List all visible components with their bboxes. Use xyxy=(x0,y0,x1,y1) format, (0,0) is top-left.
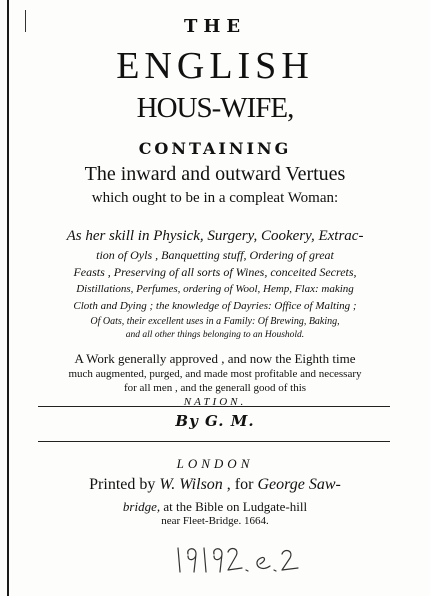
work-line-1: A Work generally approved , and now the Eighth time xyxy=(74,351,356,366)
skills-line-1: As her skill in Physick, Surgery, Cookery, Extrac- xyxy=(66,228,364,244)
skills-line-5: Cloth and Dying ; the knowledge of Dayries: Office of Malting ; xyxy=(73,300,357,312)
title-the: THE xyxy=(183,16,247,37)
rule-below-byline xyxy=(38,441,390,442)
byline: By G. M. xyxy=(175,412,255,430)
subtitle-vertues: The inward and outward Vertues xyxy=(84,163,346,185)
imprint-city: LONDON xyxy=(176,456,254,471)
imprint-bookseller: George Saw- xyxy=(257,476,341,493)
work-line-2: much augmented, purged, and made most profitable and necessary xyxy=(68,368,362,380)
title-houswife: HOUS-WIFE, xyxy=(136,92,294,124)
imprint-printed-by: Printed by xyxy=(89,476,156,493)
skills-line-3: Feasts , Preserving of all sorts of Wines, conceited Secrets, xyxy=(73,265,357,279)
handwritten-shelfmark xyxy=(172,542,322,578)
skills-line-7: and all other things belonging to an Houshold. xyxy=(125,330,305,340)
imprint-address: at the Bible on Ludgate-hill xyxy=(163,499,308,514)
subtitle-compleat-woman: which ought to be in a compleat Woman: xyxy=(91,190,339,206)
work-line-nation: NATION. xyxy=(183,396,247,408)
imprint-bookseller-cont: bridge, xyxy=(122,499,161,514)
rule-above-byline xyxy=(38,406,390,407)
imprint-address-line xyxy=(0,499,430,515)
subtitle-containing: CONTAINING xyxy=(138,139,292,158)
skills-line-6: Of Oats, their excellent uses in a Family: Of Brewing, Baking, xyxy=(90,316,340,327)
imprint-location-date: near Fleet-Bridge. 1664. xyxy=(161,515,269,527)
skills-line-2: tion of Oyls , Banquetting stuff, Ordering of great xyxy=(96,248,334,262)
imprint-printer: W. Wilson xyxy=(159,476,223,493)
work-line-3: for all men , and the generall good of this xyxy=(123,382,307,394)
imprint-printed-line xyxy=(0,476,430,494)
imprint-for: , for xyxy=(226,476,254,493)
title-english: ENGLISH xyxy=(116,45,314,87)
skills-line-4: Distillations, Perfumes, ordering of Wool, Hemp, Flax: making xyxy=(76,283,354,295)
